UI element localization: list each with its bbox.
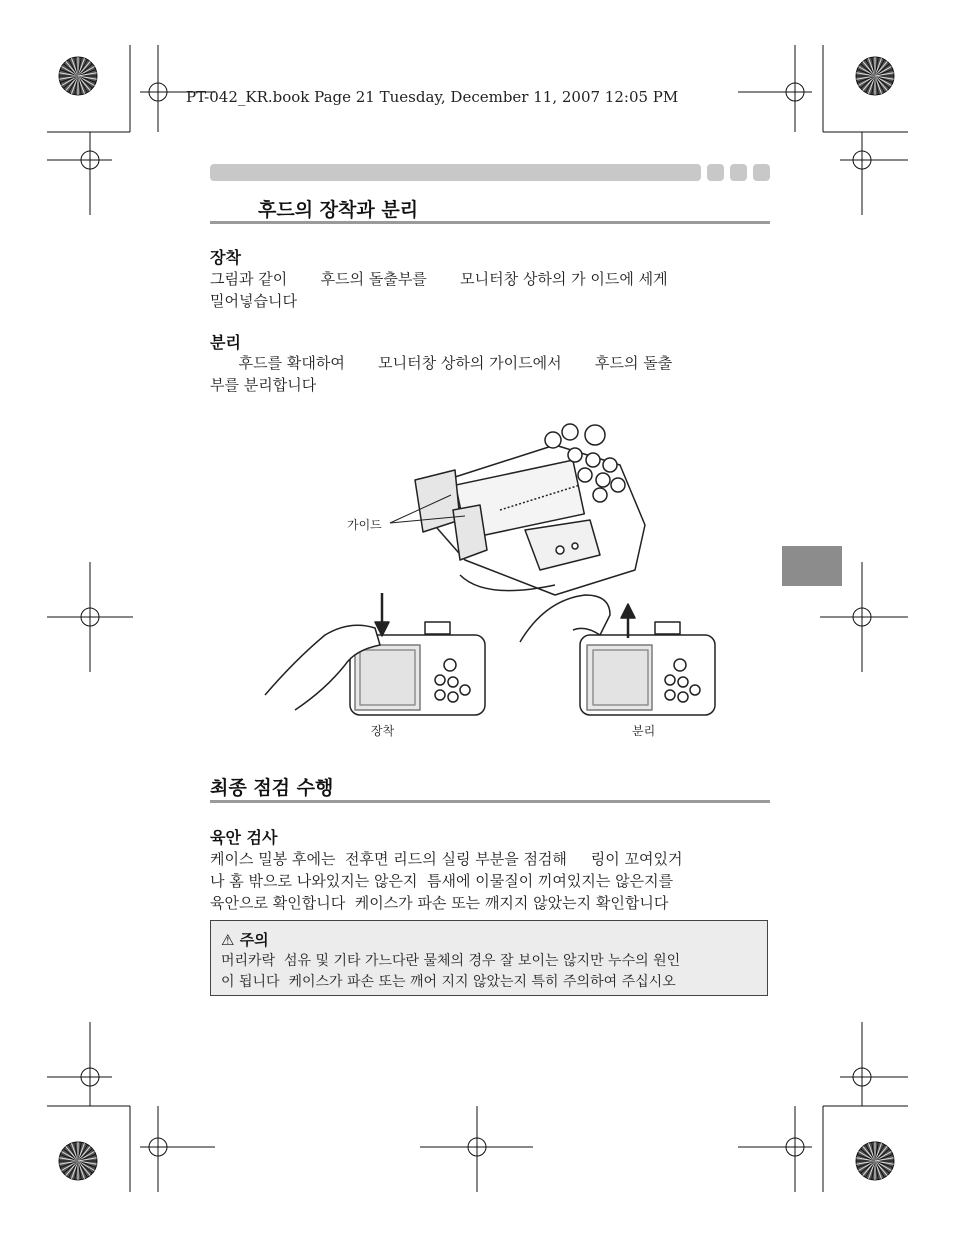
- text-line: 후드를 확대하여 모니터창 상하의 가이드에서 후드의 돌출: [210, 354, 673, 372]
- warning-icon: ⚠: [221, 931, 235, 949]
- subheading-detach: 분리: [210, 333, 241, 352]
- crosshair-target-icon: [47, 132, 112, 215]
- text-line: 머리카락 섬유 및 기타 가느다란 물체의 경우 잘 보이는 않지만 누수의 원인: [221, 953, 681, 969]
- crosshair-target-icon: [140, 1106, 215, 1192]
- caution-title: [221, 929, 269, 950]
- figure-label-detach: 분리: [632, 724, 656, 738]
- crosshair-target-icon: [420, 1106, 533, 1192]
- caution-box: [210, 920, 768, 996]
- text-line: 나 홈 밖으로 나와있지는 않은지 틈새에 이물질이 끼여있지는 않은지를: [210, 872, 674, 890]
- crosshair-target-icon: [47, 1022, 112, 1106]
- section-title: 후드의 장착과 분리: [258, 199, 419, 221]
- print-header: PT-042_KR.book Page 21 Tuesday, December 11, 2007 12:05 PM: [186, 88, 679, 106]
- subheading-attach: 장착: [210, 248, 241, 267]
- subheading-visual-inspection: 육안 검사: [210, 828, 278, 847]
- figure-label-attach: 장착: [371, 724, 395, 738]
- text-line: 이 됩니다 케이스가 파손 또는 깨어 지지 않았는지 특히 주의하여 주십시오: [221, 974, 676, 990]
- header-bar: [210, 164, 701, 181]
- caution-text: [221, 951, 761, 993]
- crosshair-target-icon: [840, 132, 908, 215]
- crosshair-target-icon: [738, 1106, 812, 1192]
- detach-paragraph: [210, 352, 770, 396]
- text-line: 부를 분리합니다: [210, 376, 317, 394]
- visual-inspection-paragraph: [210, 848, 770, 914]
- header-bar-square: [753, 164, 770, 181]
- starburst-registration-icon: [59, 1142, 97, 1180]
- chapter-tab: [782, 546, 842, 586]
- text-line: 그림과 같이 후드의 돌출부를 모니터창 상하의 가 이드에 세게: [210, 270, 668, 288]
- figure-label-guide: 가이드: [347, 518, 382, 532]
- section-title: 최종 점검 수행: [210, 777, 334, 799]
- header-bar-square: [730, 164, 747, 181]
- section-rule: [210, 221, 770, 224]
- crosshair-target-icon: [840, 1022, 908, 1106]
- header-bar-square: [707, 164, 724, 181]
- starburst-registration-icon: [59, 57, 97, 95]
- starburst-registration-icon: [856, 57, 894, 95]
- crosshair-target-icon: [738, 45, 812, 132]
- text-line: 케이스 밀봉 후에는 전후면 리드의 실링 부분을 점검해 링이 꼬여있거: [210, 850, 683, 868]
- crosshair-target-icon: [47, 562, 133, 672]
- attach-paragraph: [210, 268, 770, 312]
- caution-label: 주의: [239, 931, 269, 949]
- text-line: 밀어넣습니다: [210, 292, 297, 310]
- hood-figure: [255, 410, 735, 745]
- text-line: 육안으로 확인합니다 케이스가 파손 또는 깨지지 않았는지 확인합니다: [210, 894, 669, 912]
- starburst-registration-icon: [856, 1142, 894, 1180]
- section-rule: [210, 800, 770, 803]
- hood-illustration: [255, 410, 735, 745]
